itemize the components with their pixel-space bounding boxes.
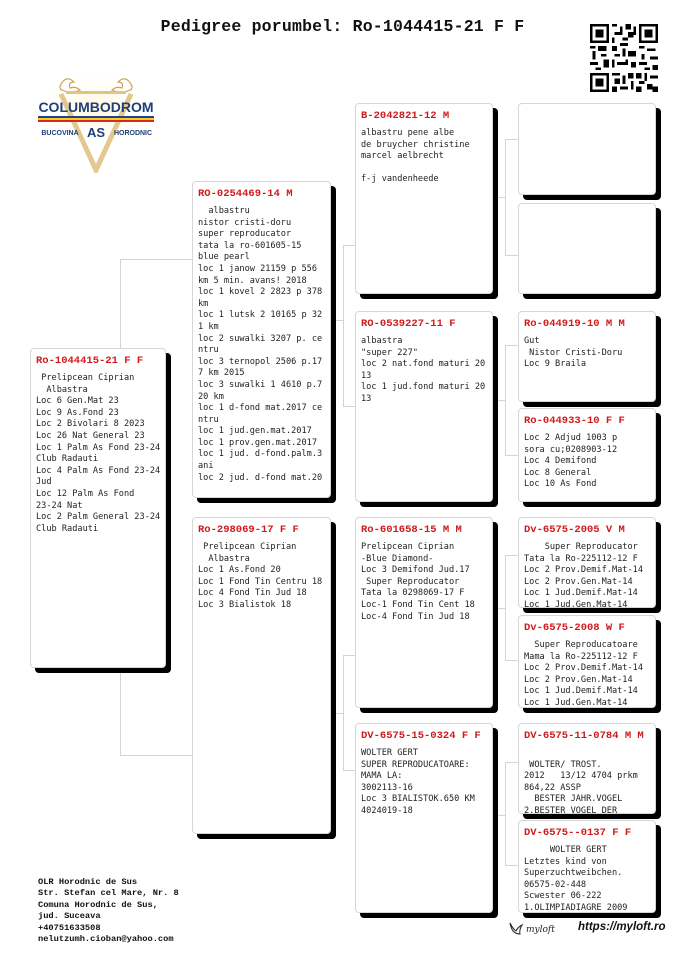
pigeon-info-line: Loc 3 Demifond Jud.17 bbox=[361, 565, 470, 576]
pigeon-info-line: 13 bbox=[361, 370, 372, 381]
pigeon-info-line: loc 1 jud.fond maturi 20 bbox=[361, 382, 486, 393]
pigeon-info-line: loc 2 suwalki 3207 p. ce bbox=[198, 333, 323, 344]
ring-number: Ro-298069-17 F F bbox=[198, 524, 299, 536]
pigeon-info-line: Loc 9 Braila bbox=[524, 359, 587, 370]
ring-number: Ro-601658-15 M M bbox=[361, 524, 462, 536]
myloft-link[interactable]: https://myloft.ro bbox=[578, 921, 666, 933]
pigeon-info-line: albastru bbox=[198, 206, 250, 216]
pigeon-info-line: 7 km 2015 bbox=[198, 368, 245, 379]
pigeon-card-subject[interactable] bbox=[30, 348, 166, 668]
ring-number: Dv-6575-2008 W F bbox=[524, 622, 625, 634]
pigeon-card-sire-dam-sire[interactable] bbox=[518, 311, 656, 402]
pigeon-info-line: Loc 2 Prov.Demif.Mat-14 bbox=[524, 663, 643, 674]
pigeon-info-line: km 5 min. avans! 2018 bbox=[198, 275, 307, 286]
pigeon-info-line: WOLTER/ TROST. bbox=[524, 759, 602, 770]
address-line: jud. Suceava bbox=[38, 911, 101, 922]
pigeon-info-line: BESTER JAHR.VOGEL bbox=[524, 794, 623, 805]
address-line: +40751633508 bbox=[38, 922, 101, 933]
pigeon-info-line: Super Reproducator bbox=[524, 542, 638, 552]
pigeon-info-line: WOLTER GERT bbox=[361, 748, 418, 758]
ring-number: Dv-6575-2005 V M bbox=[524, 524, 625, 536]
connector-line bbox=[505, 555, 518, 556]
pigeon-card-dam[interactable] bbox=[192, 517, 331, 834]
connector-line bbox=[505, 139, 506, 256]
pigeon-card-sire-dam-dam[interactable] bbox=[518, 408, 656, 502]
pigeon-info-line: tata la ro-601605-15 bbox=[198, 240, 302, 251]
connector-line bbox=[343, 245, 344, 407]
qr-code bbox=[590, 22, 658, 94]
pigeon-info-line: ntru bbox=[198, 345, 219, 356]
logo-subtitle-left: BUCOVINA bbox=[41, 130, 79, 137]
connector-line bbox=[493, 400, 505, 401]
pigeon-info-line: marcel aelbrecht bbox=[361, 151, 444, 162]
pigeon-info-line: Loc 4 Palm As Fond 23-24 bbox=[36, 465, 161, 476]
pigeon-info-line: super reproducator bbox=[198, 229, 292, 240]
pigeon-info-line: loc 1 d-fond mat.2017 ce bbox=[198, 403, 323, 414]
connector-line bbox=[343, 406, 355, 407]
club-address bbox=[38, 877, 179, 945]
connector-line bbox=[505, 762, 518, 763]
columbodrom-logo bbox=[28, 58, 164, 173]
pigeon-info-line: nistor cristi-doru bbox=[198, 217, 292, 228]
pigeon-info-line: Loc 3 Bialistok 18 bbox=[198, 599, 292, 610]
pigeon-info-line: Prelipcean Ciprian bbox=[198, 542, 297, 552]
pigeon-info-line: Loc 2 Prov.Demif.Mat-14 bbox=[524, 565, 643, 576]
pigeon-info-line: 864,22 ASSP bbox=[524, 782, 581, 793]
pigeon-info-line: loc 1 janow 21159 p 556 bbox=[198, 263, 317, 274]
pigeon-card-dam-dam-sire[interactable] bbox=[518, 723, 656, 814]
ring-number: DV-6575--0137 F F bbox=[524, 827, 632, 839]
pigeon-info-line: 13 bbox=[361, 393, 372, 404]
pigeon-info-line: Loc 1 Jud.Gen.Mat-14 bbox=[524, 599, 628, 608]
connector-line bbox=[505, 660, 518, 661]
pigeon-info-line: MAMA LA: bbox=[361, 771, 403, 782]
pigeon-info-line: blue pearl bbox=[198, 252, 250, 263]
myloft-logo bbox=[508, 920, 568, 938]
page-title: Pedigree porumbel: Ro-1044415-21 F F bbox=[160, 17, 525, 36]
pigeon-info-line: ntru bbox=[198, 414, 219, 425]
pigeon-info-line: Super Reproducator bbox=[361, 576, 460, 587]
pigeon-info-line: "super 227" bbox=[361, 347, 418, 358]
connector-line bbox=[505, 345, 506, 456]
logo-subtitle-right: HORODNIC bbox=[113, 130, 153, 137]
pigeon-info-line: Loc 2 Prov.Gen.Mat-14 bbox=[524, 576, 633, 587]
pigeon-info-line: Albastra bbox=[36, 384, 88, 395]
pigeon-info-line: 20 km bbox=[198, 391, 224, 402]
connector-line bbox=[493, 197, 505, 198]
ring-number: DV-6575-15-0324 F F bbox=[361, 730, 481, 742]
pigeon-info-line: Club Radauti bbox=[36, 454, 99, 465]
ring-number: Ro-1044415-21 F F bbox=[36, 355, 144, 367]
pigeon-info-line: Prelipcean Ciprian bbox=[36, 373, 135, 383]
pigeon-card-sire-sire[interactable] bbox=[355, 103, 493, 294]
ring-number: B-2042821-12 M bbox=[361, 110, 450, 122]
connector-line bbox=[505, 865, 518, 866]
pigeon-info-line: Loc 9 As.Fond 23 bbox=[36, 407, 119, 418]
ring-number: DV-6575-11-0784 M M bbox=[524, 730, 644, 742]
pigeon-card-sire-sire-dam[interactable] bbox=[518, 203, 656, 294]
pigeon-info-line: Loc 2 Palm General 23-24 bbox=[36, 512, 161, 523]
connector-line bbox=[343, 245, 355, 246]
pigeon-info-line: 23-24 Nat bbox=[36, 500, 83, 511]
connector-line bbox=[331, 713, 343, 714]
pigeon-info-line: 2012 13/12 4704 prkm bbox=[524, 771, 638, 782]
pigeon-info-line: Loc 1 Jud.Gen.Mat-14 bbox=[524, 697, 628, 708]
pigeon-info-line: Jud bbox=[36, 477, 52, 488]
pigeon-info-line: albastra bbox=[361, 336, 403, 346]
pigeon-info-line: 1.OLIMPIADIAGRE 2009 bbox=[524, 902, 628, 913]
pigeon-info-line: loc 1 lutsk 2 10165 p 32 bbox=[198, 310, 323, 321]
pigeon-info-line: albastru pene albe bbox=[361, 128, 455, 138]
logo-brand-text: COLUMBODROM bbox=[38, 99, 154, 115]
pigeon-info-line: Superzuchtweibchen. bbox=[524, 868, 623, 879]
pigeon-info-line: loc 1 prov.gen.mat.2017 bbox=[198, 437, 317, 448]
myloft-brand: myloft bbox=[526, 925, 555, 935]
pigeon-info-line: Loc 4 Fond Tin Jud 18 bbox=[198, 588, 307, 599]
pigeon-info-line: Loc 1 As.Fond 20 bbox=[198, 565, 281, 576]
pigeon-info-line: de bruycher christine bbox=[361, 139, 470, 150]
connector-line bbox=[120, 755, 192, 756]
pigeon-info-line: -Blue Diamond- bbox=[361, 553, 434, 564]
pigeon-card-dam-sire-sire[interactable] bbox=[518, 517, 656, 608]
pigeon-info-line: Loc 6 Gen.Mat 23 bbox=[36, 396, 119, 407]
connector-line bbox=[343, 770, 355, 771]
pigeon-card-dam-dam[interactable] bbox=[355, 723, 493, 913]
pigeon-info-line: Loc 2 Adjud 1003 p bbox=[524, 433, 618, 443]
pigeon-info-line: loc 1 jud. d-fond.palm.3 bbox=[198, 449, 323, 460]
pigeon-info-line: Loc 26 Nat General 23 bbox=[36, 430, 145, 441]
pigeon-info-line: Loc 1 Jud.Demif.Mat-14 bbox=[524, 686, 638, 697]
connector-line bbox=[505, 139, 518, 140]
address-line: OLR Horodnic de Sus bbox=[38, 877, 138, 887]
connector-line bbox=[343, 655, 344, 771]
pigeon-info-line: Loc 2 Prov.Gen.Mat-14 bbox=[524, 674, 633, 685]
pigeon-info-line: 06575-02-448 bbox=[524, 879, 587, 890]
pigeon-info-line: f-j vandenheede bbox=[361, 174, 439, 185]
connector-line bbox=[343, 655, 355, 656]
pigeon-info-line: WOLTER GERT bbox=[524, 845, 607, 855]
ring-number: Ro-044933-10 F F bbox=[524, 415, 625, 427]
connector-line bbox=[505, 555, 506, 661]
pigeon-info-line: Nistor Cristi-Doru bbox=[524, 347, 623, 358]
pigeon-info-line: Albastra bbox=[198, 553, 250, 564]
connector-line bbox=[120, 259, 192, 260]
ring-number: Ro-044919-10 M M bbox=[524, 318, 625, 330]
pigeon-info-line bbox=[524, 748, 651, 760]
connector-line bbox=[505, 345, 518, 346]
pigeon-info-line: Prelipcean Ciprian bbox=[361, 542, 455, 552]
pigeon-info-line: 2.BESTER VOGEL DER bbox=[524, 805, 618, 814]
address-line: Comuna Horodnic de Sus, bbox=[38, 899, 158, 910]
connector-line bbox=[505, 255, 518, 256]
pigeon-card-sire-dam[interactable] bbox=[355, 311, 493, 502]
pigeon-info-line: SUPER REPRODUCATOARE: bbox=[361, 759, 470, 770]
pigeon-info-line: 4024019-18 bbox=[361, 805, 413, 816]
connector-line bbox=[505, 455, 518, 456]
bird-icon bbox=[510, 923, 522, 934]
pigeon-info-line: loc 1 kovel 2 2823 p 378 bbox=[198, 287, 323, 298]
pigeon-info-line: Club Radauti bbox=[36, 523, 99, 534]
connector-line bbox=[331, 320, 343, 321]
pigeon-info-line: Scwester 06-222 bbox=[524, 891, 602, 902]
pigeon-info-line: loc 1 jud.gen.mat.2017 bbox=[198, 426, 312, 437]
ring-number: RO-0539227-11 F bbox=[361, 318, 456, 330]
pigeon-info-line: Gut bbox=[524, 336, 540, 346]
connector-line bbox=[505, 762, 506, 866]
ring-number: RO-0254469-14 M bbox=[198, 188, 293, 200]
pigeon-info-line: loc 3 suwalki 1 4610 p.7 bbox=[198, 379, 323, 390]
pigeon-info-line: loc 2 nat.fond maturi 20 bbox=[361, 359, 486, 370]
address-line: Str. Stefan cel Mare, Nr. 8 bbox=[38, 888, 179, 899]
pigeon-info-line: loc 2 jud. d-fond mat.20 bbox=[198, 472, 323, 483]
pigeon-card-dam-sire[interactable] bbox=[355, 517, 493, 708]
pigeon-info-line: 3002113-16 bbox=[361, 782, 413, 793]
pigeon-info-line: Loc 12 Palm As Fond bbox=[36, 488, 135, 499]
pigeon-info-line: sora cu;0208903-12 bbox=[524, 444, 618, 455]
pigeon-card-sire[interactable] bbox=[192, 181, 331, 498]
pigeon-info-line: Loc 8 General bbox=[524, 467, 592, 478]
pigeon-info-line: 1 km bbox=[198, 321, 219, 332]
pigeon-info-line: Letztes kind von bbox=[524, 856, 607, 867]
pigeon-info-line: Loc 1 Palm As Fond 23-24 bbox=[36, 442, 161, 453]
pigeon-info-line: Loc-4 Fond Tin Jud 18 bbox=[361, 611, 470, 622]
pigeon-info-line: Mama la Ro-225112-12 F bbox=[524, 651, 638, 662]
pigeon-info-line: Loc 1 Jud.Demif.Mat-14 bbox=[524, 588, 638, 599]
pigeon-info-line: Loc 10 As Fond bbox=[524, 479, 597, 490]
pigeon-card-dam-sire-dam[interactable] bbox=[518, 615, 656, 708]
connector-line bbox=[493, 608, 505, 609]
pigeon-info-line: loc 3 ternopol 2506 p.17 bbox=[198, 356, 323, 367]
pigeon-info-line: Super Reproducatoare bbox=[524, 640, 638, 650]
pigeon-card-sire-sire-sire[interactable] bbox=[518, 103, 656, 195]
pigeon-info-line: Loc 2 Bivolari 8 2023 bbox=[36, 419, 145, 430]
pigeon-info-line: Tata la Ro-225112-12 F bbox=[524, 553, 638, 564]
logo-subtitle-mid: AS bbox=[86, 125, 106, 140]
pigeon-info-line: ani bbox=[198, 461, 214, 472]
pigeon-info-line: Loc 4 Demifond bbox=[524, 456, 597, 467]
connector-line bbox=[493, 815, 505, 816]
pigeon-info-line: km bbox=[198, 298, 209, 309]
pigeon-info-line: Tata la 0298069-17 F bbox=[361, 588, 465, 599]
pigeon-info-line: Loc-1 Fond Tin Cent 18 bbox=[361, 599, 475, 610]
address-line: nelutzumh.cioban@yahoo.com bbox=[38, 934, 174, 945]
pigeon-card-dam-dam-dam[interactable] bbox=[518, 820, 656, 913]
pigeon-info-line bbox=[361, 163, 488, 175]
pigeon-info-line: Loc 1 Fond Tin Centru 18 bbox=[198, 576, 323, 587]
pigeon-info-line: Loc 3 BIALISTOK.650 KM bbox=[361, 794, 475, 805]
